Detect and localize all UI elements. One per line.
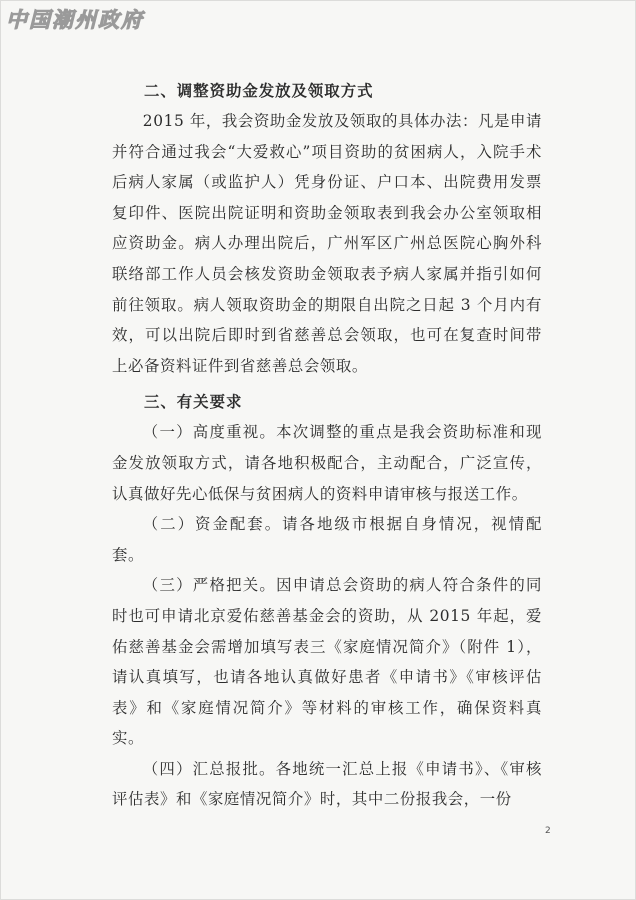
requirement-item-2: （二）资金配套。请各地级市根据自身情况，视情配套。 [112, 515, 542, 564]
section-2-heading: 二、调整资助金发放及领取方式 [144, 82, 374, 100]
watermark-logo: 中国潮州政府 [6, 8, 144, 32]
requirement-item-4: （四）汇总报批。各地统一汇总上报《申请书》、《审核评估表》和《家庭情况简介》时，其中二份报我会，一份 [112, 759, 542, 809]
requirement-item-1: （一）高度重视。本次调整的重点是我会资助标准和现金发放领取方式，请各地积极配合，主动配合，广泛宣传，认真做好先心低保与贫困病人的资料申请审核与报送工作。 [112, 423, 542, 503]
page-number: 2 [545, 826, 551, 836]
section-3-heading: 三、有关要求 [144, 393, 243, 412]
requirement-item-3: （三）严格把关。因申请总会资助的病人符合条件的同时也可申请北京爱佑慈善基金会的资助，从 2015 年起，爱佑慈善基金会需增加填写表三《家庭情况简介》（附件 1），请认真填写，也请各地认真做好患者《申请书》《审核评估表》和《家庭情况简介》等材料的审核工作，确保资料真实。 [112, 576, 542, 748]
document-body [112, 76, 542, 815]
section-2-paragraph: 2015 年，我会资助金发放及领取的具体办法：凡是申请并符合通过我会“大爱救心”项目资助的贫困病人，入院手术后病人家属（或监护人）凭身份证、户口本、出院费用发票复印件、医院出院证明和资助金领取表到我会办公室领取相应资助金。病人办理出院后，广州军区广州总医院心胸外科联络部工作人员会核发资助金领取表予病人家属并指引如何前往领取。病人领取资助金的期限自出院之日起 3 个月内有效，可以出院后即时到省慈善总会领取，也可在复查时间带上必备资料证件到省慈善总会领取。 [112, 112, 542, 375]
